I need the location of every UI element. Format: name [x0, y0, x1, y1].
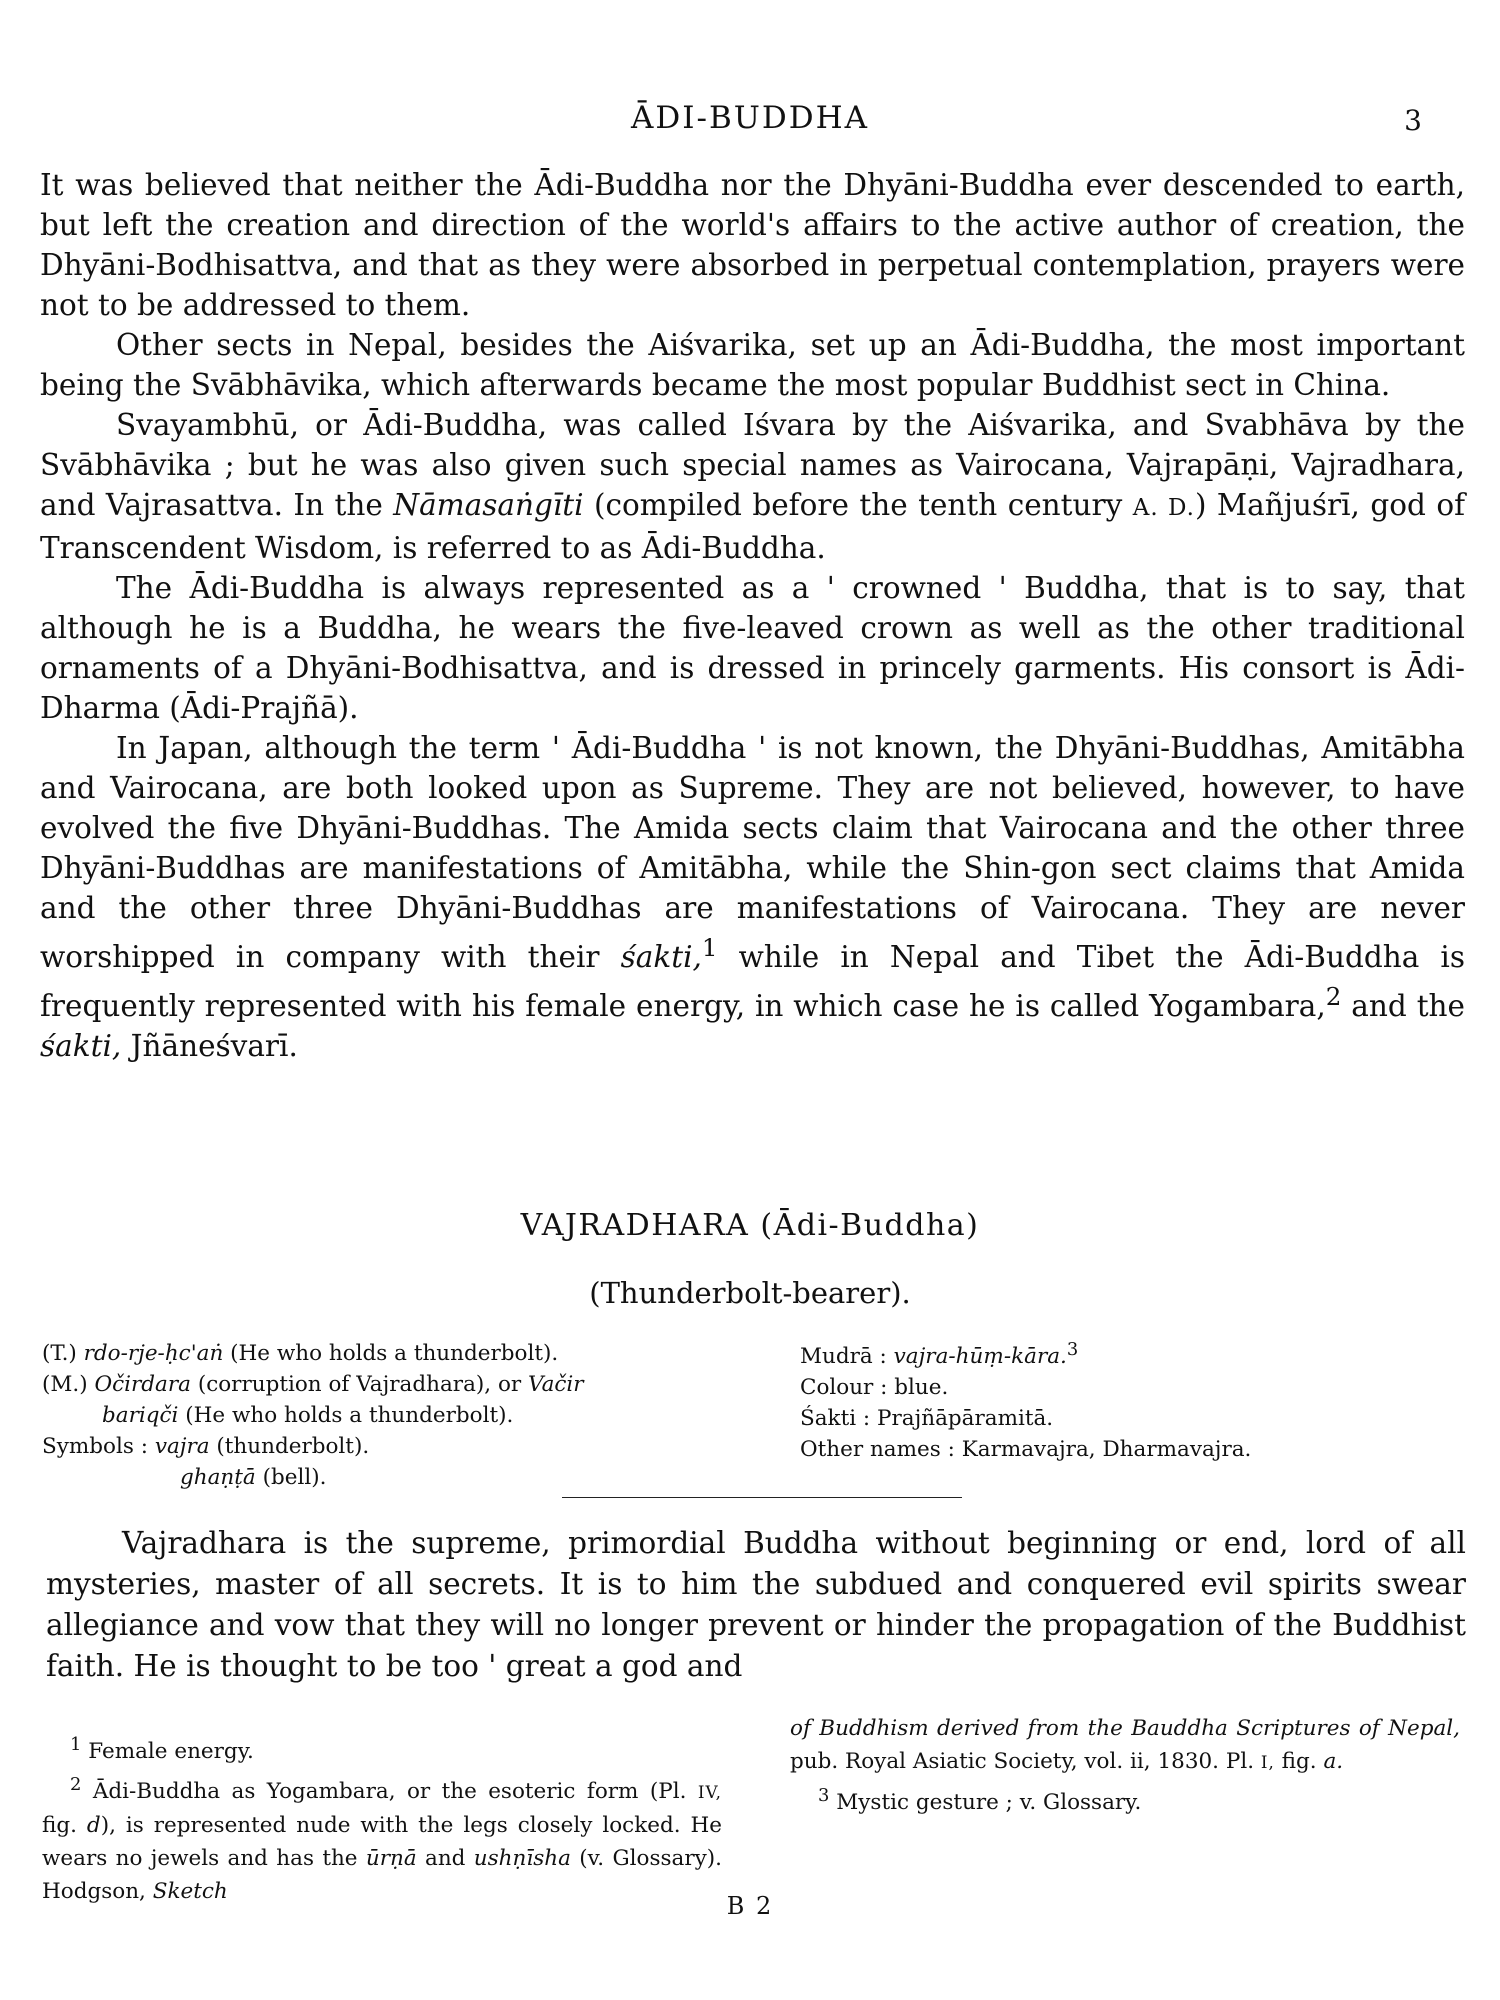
label: (M.) — [42, 1372, 88, 1397]
label: Other names : — [800, 1437, 955, 1463]
text-run: (compiled before the tenth century — [583, 488, 1133, 522]
value: Karmavajra, Dharmavajra. — [961, 1437, 1252, 1463]
italic-term: ūrṇā — [365, 1846, 417, 1872]
intro-text — [40, 165, 1465, 1066]
running-head: ĀDI-BUDDHA — [631, 100, 869, 136]
gloss: (corruption of Vajradhara), or — [197, 1372, 522, 1397]
paragraph: The Ādi-Buddha is always represented as a ' crowned ' Buddha, that is to say, that although he is a Buddha, he wears the five-leaved crown as well as the other traditional ornaments of a Dhyāni-Bodhisattva, and is dressed in princely garments. His consort is Ādi-Dharma (Ādi-Prajñā). — [40, 571, 1465, 725]
paragraph — [40, 405, 1465, 568]
paragraph: Other sects in Nepal, besides the Aiśvarika, set up an Ādi-Buddha, the most important being the Svābhāvika, which afterwards became the most popular Buddhist sect in China. — [40, 328, 1465, 402]
footnote-text: ), is represented nude with the legs closely locked. He wears no jewels and has the — [42, 1813, 722, 1872]
label: Śakti : — [800, 1406, 871, 1432]
small-caps-era: A. D. — [1132, 495, 1195, 521]
section-subtitle: (Thunderbolt-bearer). — [589, 1276, 911, 1310]
mongolian-name-line — [42, 1369, 732, 1400]
small-caps-numeral: IV, — [697, 1782, 722, 1803]
value: Prajñāpāramitā. — [877, 1406, 1054, 1432]
label: Mudrā : — [800, 1344, 887, 1370]
paragraph: Vajradhara is the supreme, primordial Buddha without beginning or end, lord of all mysteries, master of all secrets. It is to him the subdued and conquered evil spirits swear allegiance and vow that they will no longer prevent or hinder the propagation of the Buddhist faith. He is thought to be too ' great a god and — [46, 1526, 1466, 1683]
page-number: 3 — [1404, 104, 1422, 137]
footnote-2-continued — [790, 1712, 1460, 1779]
italic-letter: d — [86, 1813, 101, 1839]
italic-term: śakti, — [40, 1028, 122, 1063]
footnote-text: fig. — [1274, 1749, 1317, 1774]
sakti-line — [800, 1403, 1460, 1434]
italic-name: Očirdara — [94, 1372, 191, 1397]
label: (T.) — [42, 1341, 77, 1366]
value: blue. — [894, 1375, 949, 1401]
italic-term: vajra-hūṃ-kāra. — [893, 1344, 1067, 1370]
italic-title: of Buddhism derived from the Bauddha Scriptures of Nepal, — [790, 1716, 1460, 1741]
text-run: ) Mañjuśrī, god of Transcendent Wisdom, is referred to as Ādi-Buddha. — [40, 488, 1465, 565]
text-run: In Japan, although the term ' Ādi-Buddha ' is not known, the Dhyāni-Buddhas, Amitābha and Vairocana, are both looked upon as Supreme. They are not believed, however, to have evolved the five Dhyāni-Buddhas. The Amida sects claim that Vairocana and the other three Dhyāni-Buddhas are manifestations of Amitābha, while the Shin-gon sect claims that Amida and the other three Dhyāni-Buddhas are manifestations of Vairocana. They are never worshipped in company with their — [40, 731, 1465, 974]
section-title-paren: (Ādi-Buddha) — [760, 1208, 980, 1243]
footnote-text: pub. Royal Asiatic Society, vol. ii, 1830. Pl. — [790, 1749, 1255, 1774]
footnote-text: and — [416, 1846, 466, 1872]
text-run: while in Nepal and Tibet the Ādi-Buddha is frequently represented with his female energy, in which case he is called Yogambara, — [40, 939, 1465, 1023]
footnotes-left — [42, 1728, 722, 1908]
footnote-text: Mystic gesture ; v. Glossary. — [836, 1790, 1142, 1816]
gloss: (He who holds a thunderbolt). — [230, 1341, 559, 1366]
text-run: and the — [1341, 988, 1465, 1023]
paragraph: It was believed that neither the Ādi-Buddha nor the Dhyāni-Buddha ever descended to earth, but left the creation and direction of the world's affairs to the active author of creation, the Dhyāni-Bodhisattva, and that as they were absorbed in perpetual contemplation, prayers were not to be addressed to them. — [40, 168, 1465, 322]
text-run: Jñāneśvarī. — [121, 1028, 298, 1063]
italic-title: Sketch — [152, 1879, 228, 1905]
footnote-ref: 2 — [1325, 981, 1342, 1011]
footnote-2 — [42, 1768, 722, 1908]
italic-term: vajra — [154, 1434, 210, 1459]
gloss: (bell). — [262, 1465, 327, 1490]
mudra-line — [800, 1334, 1460, 1372]
italic-term: ghaṇṭā — [180, 1465, 256, 1490]
mongolian-name-line-cont — [42, 1400, 732, 1431]
section-title-main: VAJRADHARA — [520, 1208, 750, 1243]
footnote-text: Female energy. — [88, 1739, 254, 1765]
names-column — [42, 1338, 732, 1493]
italic-term: śakti, — [620, 939, 702, 974]
italic-letter: a. — [1323, 1749, 1344, 1774]
divider-rule — [562, 1497, 962, 1498]
footnote-text: fig. — [42, 1813, 77, 1839]
footnote-1 — [42, 1728, 722, 1768]
label: Colour : — [800, 1375, 888, 1401]
italic-name: Vačir — [528, 1372, 584, 1397]
footnote-mark: 3 — [818, 1785, 830, 1806]
footnotes-right — [790, 1712, 1460, 1819]
italic-term: ushṇīsha — [473, 1846, 571, 1872]
tibetan-name-line — [42, 1338, 732, 1369]
attributes-column — [800, 1334, 1460, 1465]
section-title — [0, 1208, 1500, 1243]
vajradhara-text — [46, 1523, 1466, 1687]
colour-line — [800, 1372, 1460, 1403]
other-names-line — [800, 1434, 1460, 1465]
footnote-ref: 1 — [701, 933, 718, 962]
italic-name: rdo-rje-ḥc'aṅ — [83, 1341, 224, 1366]
footnote-text: Ādi-Buddha as Yogambara, or the esoteric form (Pl. — [92, 1779, 687, 1805]
footnote-ref: 3 — [1066, 1339, 1079, 1360]
symbols-line-cont — [42, 1462, 732, 1493]
small-caps-numeral: I, — [1260, 1752, 1275, 1772]
paragraph — [40, 728, 1465, 1066]
italic-title: Nāmasaṅgīti — [393, 488, 584, 522]
text-run: Svayambhū, or Ādi-Buddha, was called Iśvara by the Aiśvarika, and Svabhāva by the Svābhāvika ; but he was also given such special names as Vairocana, Vajrapāṇi, Vajradhara, and Vajrasattva. In the — [40, 408, 1465, 522]
italic-name: bariqči — [102, 1403, 179, 1428]
symbols-line — [42, 1431, 732, 1462]
footnote-mark: 1 — [70, 1734, 82, 1755]
footnote-3 — [790, 1779, 1460, 1819]
footnote-mark: 2 — [70, 1774, 82, 1796]
signature-mark: B 2 — [726, 1892, 774, 1920]
gloss: (thunderbolt). — [216, 1434, 370, 1459]
gloss: (He who holds a thunderbolt). — [185, 1403, 514, 1428]
label: Symbols : — [42, 1434, 148, 1459]
footnote-text: (v. Glossary). Hodgson, — [42, 1846, 722, 1905]
